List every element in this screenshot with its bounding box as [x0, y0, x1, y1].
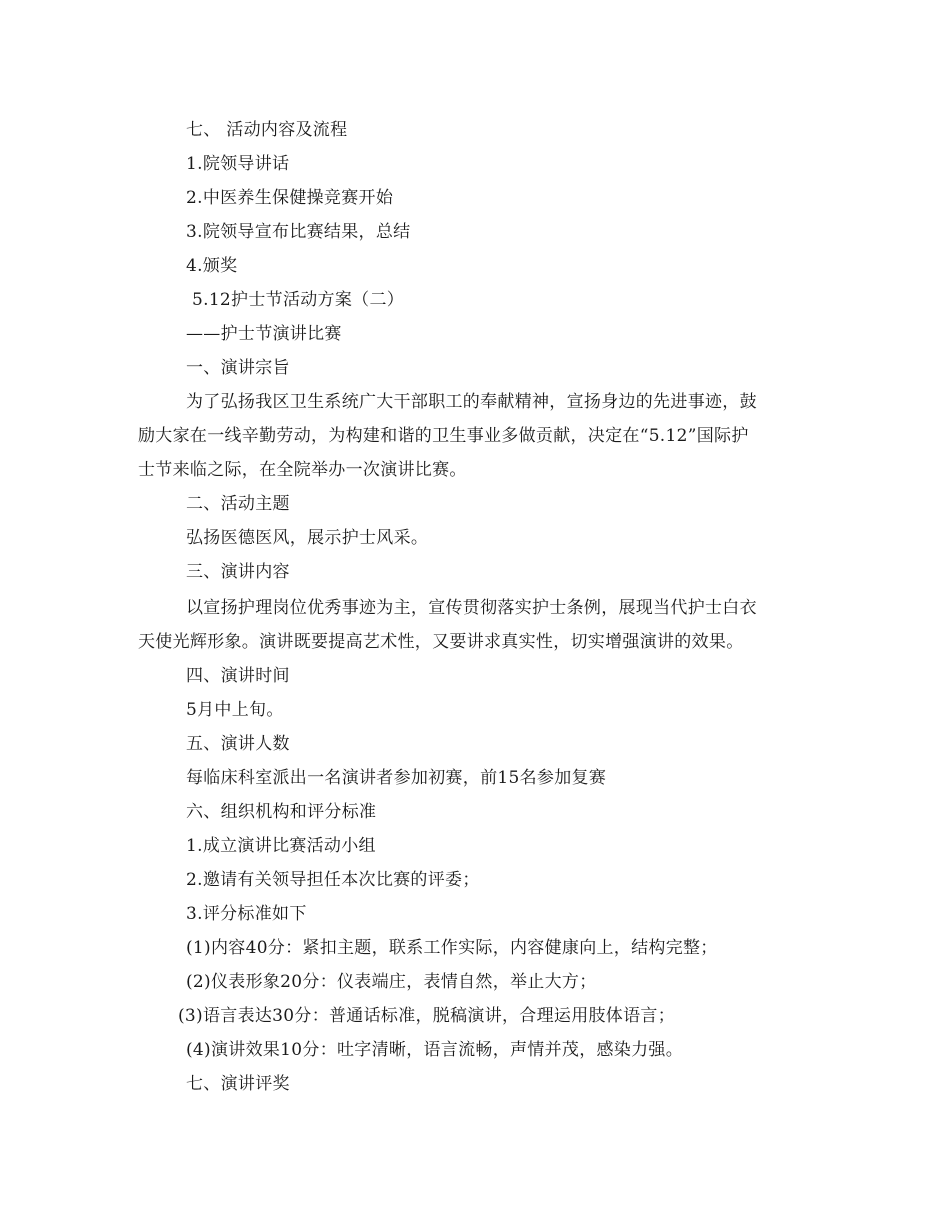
list-item: (4)演讲效果10分：吐字清晰，语言流畅，声情并茂，感染力强。	[186, 1040, 684, 1060]
section-heading: 七、演讲评奖	[186, 1074, 290, 1094]
section-heading: 六、组织机构和评分标准	[186, 802, 377, 822]
paragraph-line: 5月中上旬。	[186, 700, 284, 720]
section-heading: 四、演讲时间	[186, 666, 290, 686]
list-item: 4.颁奖	[186, 256, 238, 276]
section-heading: 五、演讲人数	[186, 734, 290, 754]
section-heading: 七、 活动内容及流程	[186, 120, 348, 140]
paragraph-line: 士节来临之际，在全院举办一次演讲比赛。	[138, 460, 467, 480]
paragraph-line: 弘扬医德医风，展示护士风采。	[186, 528, 429, 548]
list-item: 2.中医养生保健操竞赛开始	[186, 188, 394, 208]
document-subtitle: ——护士节演讲比赛	[186, 324, 342, 344]
section-heading: 二、活动主题	[186, 494, 290, 514]
paragraph-line: 天使光辉形象。演讲既要提高艺术性，又要讲求真实性，切实增强演讲的效果。	[138, 632, 744, 652]
list-item: (1)内容40分：紧扣主题，联系工作实际，内容健康向上，结构完整；	[186, 938, 718, 958]
section-heading: 一、演讲宗旨	[186, 358, 290, 378]
paragraph-line: 为了弘扬我区卫生系统广大干部职工的奉献精神，宣扬身边的先进事迹，鼓	[186, 392, 757, 412]
paragraph-line: 以宣扬护理岗位优秀事迹为主，宣传贯彻落实护士条例，展现当代护士白衣	[186, 598, 757, 618]
section-heading: 三、演讲内容	[186, 562, 290, 582]
document-title: 5.12护士节活动方案（二）	[192, 290, 405, 310]
list-item: 2.邀请有关领导担任本次比赛的评委；	[186, 870, 480, 890]
list-item: 3.评分标准如下	[186, 904, 307, 924]
list-item: 1.成立演讲比赛活动小组	[186, 836, 376, 856]
paragraph-line: 每临床科室派出一名演讲者参加初赛，前15名参加复赛	[186, 768, 607, 788]
list-item: (2)仪表形象20分：仪表端庄，表情自然，举止大方；	[186, 972, 597, 992]
list-item: (3)语言表达30分：普通话标准，脱稿演讲，合理运用肢体语言；	[178, 1006, 676, 1026]
list-item: 1.院领导讲话	[186, 154, 290, 174]
list-item: 3.院领导宣布比赛结果，总结	[186, 222, 411, 242]
paragraph-line: 励大家在一线辛勤劳动，为构建和谐的卫生事业多做贡献，决定在“5.12”国际护	[138, 426, 749, 446]
